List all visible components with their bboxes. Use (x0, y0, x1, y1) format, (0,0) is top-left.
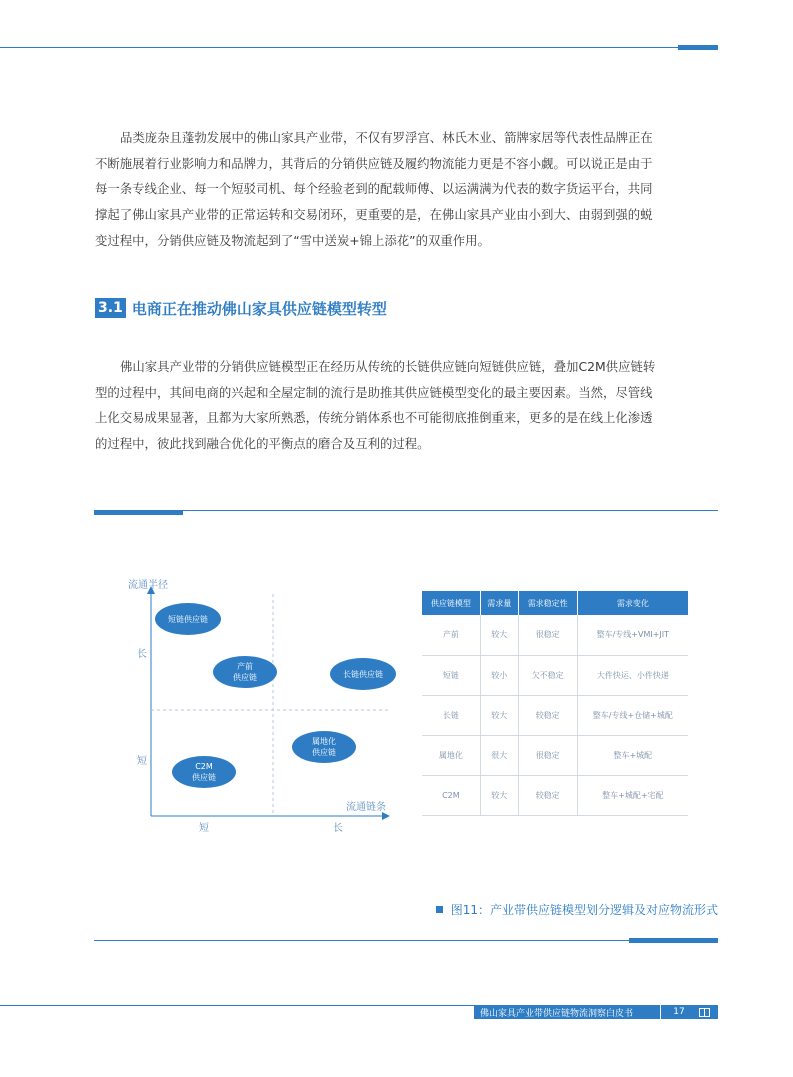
table-cell: 整车+城配+宅配 (577, 775, 688, 815)
table-header: 供应链模型 (422, 591, 480, 615)
x-axis-title: 流通链条 (346, 802, 386, 813)
paragraph-line: 变过程中，分销供应链及物流起到了“雪中送炭+锦上添花”的双重作用。 (95, 232, 490, 248)
bubble-label: 短链供应链 (168, 614, 208, 624)
figure-caption (436, 901, 718, 918)
table-cell: 大件快运、小件快递 (577, 655, 688, 695)
table-cell: 欠不稳定 (518, 655, 577, 695)
table-cell: 较大 (480, 695, 518, 735)
quadrant-diagram (120, 570, 410, 840)
bubble-long-chain (330, 658, 396, 690)
table-header: 需求量 (480, 591, 518, 615)
paragraph-line: 品类庞杂且蓬勃发展中的佛山家具产业带，不仅有罗浮宫、林氏木业、箭牌家居等代表性品牌正在 (120, 130, 653, 145)
table-cell: C2M (422, 775, 480, 815)
caption-text: 图11：产业带供应链模型划分逻辑及对应物流形式 (450, 903, 718, 917)
x-axis-short-label: 短 (199, 823, 209, 834)
bubble-line: 属地化 (312, 737, 336, 746)
x-axis-arrow (382, 812, 390, 820)
bubble-label (312, 736, 336, 758)
bubble-line: 供应链 (233, 673, 257, 682)
figure-top-rule (94, 510, 718, 511)
table-cell: 较大 (480, 775, 518, 815)
table-cell: 产前 (422, 615, 480, 655)
table-cell: 较稳定 (518, 695, 577, 735)
table-cell: 较大 (480, 615, 518, 655)
table-header: 需求稳定性 (518, 591, 577, 615)
caption-bullet-icon (436, 906, 443, 913)
figure-top-accent (94, 510, 183, 515)
body-paragraph-1 (95, 125, 718, 254)
bubble-c2m-chain (172, 756, 236, 788)
table-row (422, 615, 688, 655)
bubble-label (192, 761, 216, 783)
bubble-origin-chain (213, 656, 277, 688)
y-axis-title: 流通半径 (128, 580, 168, 591)
footer-band (474, 1005, 718, 1019)
table-cell: 很大 (480, 735, 518, 775)
section-heading (95, 297, 387, 319)
bubble-local-chain (292, 731, 356, 763)
bubble-line: C2M (195, 762, 213, 771)
paragraph-line: 上化交易成果显著，且都为大家所熟悉，传统分销体系也不可能彻底推倒重来，更多的是在线上化渗透 (95, 410, 653, 426)
table-row (422, 735, 688, 775)
y-axis-long-label: 长 (137, 649, 147, 660)
table-cell: 整车/专线+仓储+城配 (577, 695, 688, 735)
bubble-short-chain (155, 603, 221, 635)
y-axis-short-label: 短 (137, 756, 147, 767)
book-icon (699, 1008, 710, 1017)
section-number: 3.1 (95, 298, 126, 318)
bubble-label (233, 661, 257, 683)
paragraph-line: 每一条专线企业、每一个短驳司机、每个经验老到的配载师傅、以运满满为代表的数字货运平台，共同 (95, 181, 653, 197)
bubble-line: 供应链 (312, 748, 336, 757)
page-number: 17 (673, 1007, 685, 1017)
table-cell: 整车/专线+VMI+JIT (577, 615, 688, 655)
paragraph-line: 的过程中，彼此找到融合优化的平衡点的磨合及互利的过程。 (95, 436, 430, 452)
table-header: 需求变化 (577, 591, 688, 615)
bubble-label: 长链供应链 (343, 669, 383, 679)
header-rule (0, 47, 718, 48)
section-title: 电商正在推动佛山家具供应链模型转型 (131, 299, 387, 318)
header-rule-accent (678, 45, 718, 50)
x-axis-long-label: 长 (333, 823, 343, 834)
footer-doc-title: 佛山家具产业带供应链物流洞察白皮书 (480, 1008, 634, 1019)
figure-bottom-accent (629, 938, 718, 943)
table-cell: 属地化 (422, 735, 480, 775)
table-cell: 较稳定 (518, 775, 577, 815)
table-header-row (422, 591, 688, 615)
table-cell: 短链 (422, 655, 480, 695)
paragraph-line: 撑起了佛山家具产业带的正常运转和交易闭环，更重要的是，在佛山家具产业由小到大、由弱到强的蜕 (95, 207, 653, 223)
paragraph-line: 型的过程中，其间电商的兴起和全屋定制的流行是助推其供应链模型变化的最主要因素。当然，尽管线 (95, 384, 653, 400)
bubble-line: 产前 (237, 662, 253, 671)
table-cell: 较小 (480, 655, 518, 695)
figure-bottom-rule (94, 940, 718, 941)
table-row (422, 775, 688, 815)
table-cell: 很稳定 (518, 615, 577, 655)
supply-chain-table (422, 591, 688, 816)
table-cell: 很稳定 (518, 735, 577, 775)
table-row (422, 655, 688, 695)
bubble-line: 供应链 (192, 773, 216, 782)
table-cell: 长链 (422, 695, 480, 735)
body-paragraph-2 (95, 354, 718, 457)
paragraph-line: 不断施展着行业影响力和品牌力，其背后的分销供应链及履约物流能力更是不容小觑。可以说正是由于 (95, 155, 653, 171)
paragraph-line: 佛山家具产业带的分销供应链模型正在经历从传统的长链供应链向短链供应链，叠加C2M供应链转 (120, 359, 656, 374)
table-cell: 整车+城配 (577, 735, 688, 775)
table-row (422, 695, 688, 735)
